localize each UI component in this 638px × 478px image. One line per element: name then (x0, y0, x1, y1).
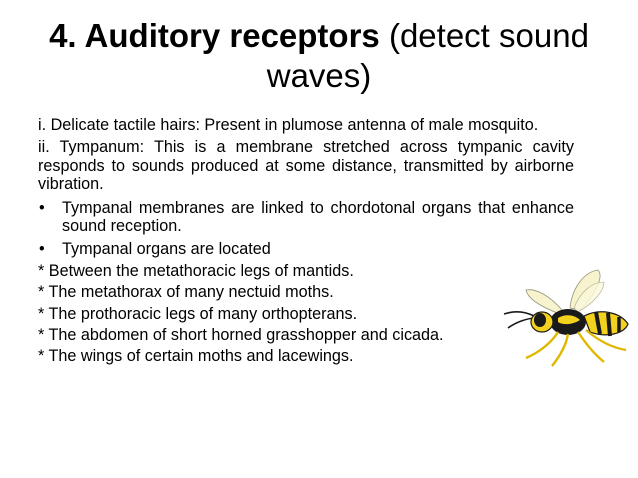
location-item: * The metathorax of many nectuid moths. (38, 283, 334, 302)
paragraph-tactile-hairs: i. Delicate tactile hairs: Present in plumose antenna of male mosquito. (38, 116, 539, 134)
slide-title (40, 16, 598, 96)
paragraph-tympanum: ii. Tympanum: This is a membrane stretched across tympanic cavity responds to sounds produced at some distance, transmitted by airborne vibration. (38, 138, 574, 194)
bullet-item (38, 199, 574, 236)
location-item: * The abdomen of short horned grasshopper and cicada. (38, 326, 444, 345)
bullet-marker: • (39, 198, 45, 217)
wasp-illustration (500, 268, 632, 368)
location-item: * Between the metathoracic legs of mantids. (38, 261, 354, 280)
bullet-text: Tympanal organs are located (62, 240, 271, 259)
bullet-text: Tympanal membranes are linked to chordotonal organs that enhance sound reception. (62, 198, 574, 236)
location-item: * The prothoracic legs of many orthopterans. (38, 304, 358, 323)
bullet-item (38, 240, 574, 258)
title-rest: (detect sound waves) (266, 17, 589, 94)
location-item: * The wings of certain moths and lacewings. (38, 347, 354, 366)
title-bold: 4. Auditory receptors (49, 17, 380, 54)
slide-body (38, 116, 574, 366)
bullet-marker: • (39, 240, 45, 259)
